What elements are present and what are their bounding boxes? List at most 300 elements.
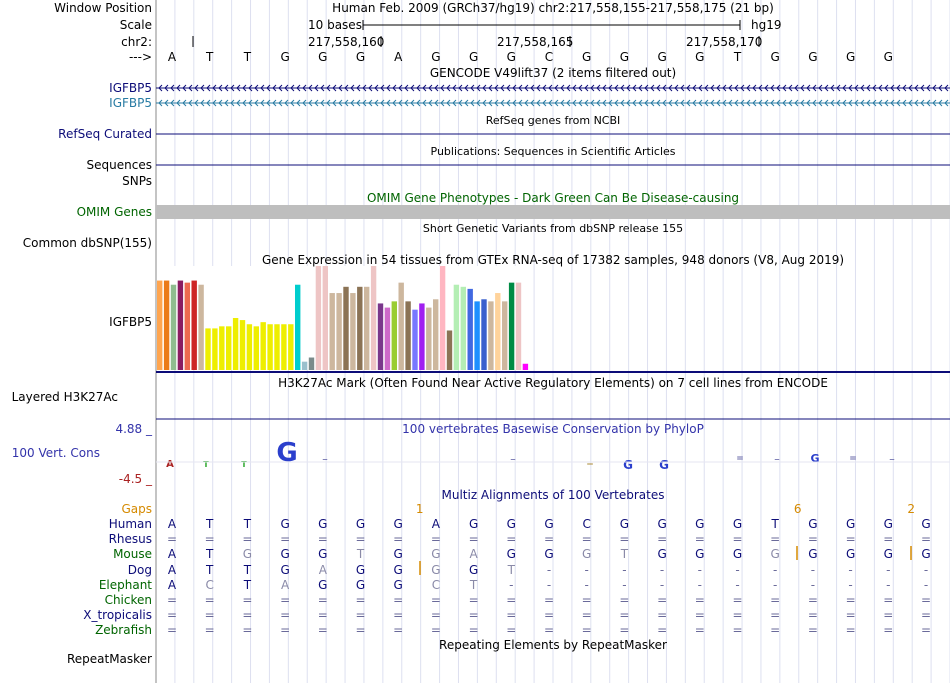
repeatmasker-track-label[interactable]: RepeatMasker <box>66 652 152 666</box>
gtex-bar <box>481 299 486 370</box>
gtex-bar <box>357 287 362 370</box>
alignment-base: = <box>770 532 781 547</box>
gtex-bar <box>205 328 210 370</box>
alignment-base: - <box>810 562 816 577</box>
species-label[interactable]: Chicken <box>104 593 152 607</box>
gtex-track-label[interactable]: IGFBP5 <box>109 315 152 329</box>
alignment-base: = <box>468 623 479 638</box>
alignment-base: = <box>280 608 291 623</box>
alignment-base: = <box>468 532 479 547</box>
phylop-logo-glyph: G <box>276 438 298 468</box>
publications-track-title: Publications: Sequences in Scientific Articles <box>430 145 676 158</box>
phylop-logo-glyph: A <box>166 459 174 470</box>
alignment-base: = <box>807 623 818 638</box>
alignment-base: = <box>280 532 291 547</box>
dbsnp-track-title: Short Genetic Variants from dbSNP release 155 <box>422 222 684 235</box>
gtex-bar <box>419 303 424 370</box>
sequence-base: G <box>845 50 856 64</box>
alignment-base: G <box>393 577 403 592</box>
phylop-logo-glyph: T <box>241 460 247 469</box>
gtex-bar <box>461 287 466 370</box>
scale-label: Scale <box>119 18 152 32</box>
omim-track-label[interactable]: OMIM Genes <box>76 205 152 219</box>
sequence-base: T <box>243 50 252 64</box>
gtex-bar <box>164 281 169 370</box>
alignment-base: - <box>886 577 891 592</box>
alignment-base: - <box>735 577 740 592</box>
h3k27ac-track-label[interactable]: Layered H3K27Ac <box>11 390 118 404</box>
phylop-logo-glyph: _ <box>510 451 516 461</box>
alignment-base: = <box>920 593 932 607</box>
gencode-item-2-label[interactable]: IGFBP5 <box>109 96 152 110</box>
alignment-base: = <box>393 623 404 638</box>
alignment-base: T <box>206 562 214 577</box>
phylop-logo-glyph: = <box>849 454 857 464</box>
alignment-base: = <box>619 593 630 607</box>
gtex-bar <box>350 293 355 370</box>
alignment-base: - <box>659 577 665 592</box>
alignment-base: = <box>581 623 592 638</box>
phylop-logo-glyph: T <box>203 460 209 469</box>
alignment-base: G <box>318 547 328 562</box>
gtex-bar <box>433 299 438 370</box>
alignment-base: = <box>845 608 856 623</box>
alignment-base: G <box>355 562 366 577</box>
publications-track-label[interactable]: Sequences <box>86 158 152 172</box>
alignment-base: A <box>469 547 478 562</box>
alignment-base: = <box>619 532 630 547</box>
phylop-track-label[interactable]: 100 Vert. Cons <box>11 446 100 460</box>
alignment-base: = <box>581 593 592 607</box>
gtex-bar <box>426 308 431 370</box>
gtex-track-title: Gene Expression in 54 tissues from GTEx RNA-seq of 17382 samples, 948 donors (V8, Aug 2019) <box>261 253 845 267</box>
alignment-base: = <box>204 623 215 638</box>
alignment-base: = <box>619 623 630 638</box>
alignment-base: G <box>770 547 780 562</box>
gtex-bar <box>488 301 493 370</box>
alignment-base: G <box>468 562 479 577</box>
alignment-base: = <box>770 608 781 623</box>
alignment-base: - <box>735 562 740 577</box>
alignment-base: G <box>355 517 366 531</box>
alignment-base: = <box>393 593 404 607</box>
alignment-base: G <box>544 517 554 531</box>
alignment-base: C <box>205 577 214 592</box>
repeatmasker-track-title: Repeating Elements by RepeatMasker <box>439 638 667 652</box>
phylop-logo-glyph: _ <box>774 451 780 461</box>
alignment-base: G <box>883 547 893 562</box>
sequence-base: G <box>280 50 290 64</box>
alignment-base: A <box>167 517 177 531</box>
alignment-base: = <box>694 593 705 607</box>
alignment-base: = <box>242 608 253 623</box>
refseq-track-label[interactable]: RefSeq Curated <box>58 127 152 141</box>
gtex-bar <box>412 310 417 370</box>
sequence-base: G <box>431 50 441 64</box>
alignment-base: = <box>543 593 555 607</box>
alignment-base: = <box>166 623 178 638</box>
sequence-base: T <box>733 50 742 64</box>
sequence-base: G <box>355 50 366 64</box>
gtex-bar <box>468 289 473 370</box>
gtex-bar <box>178 281 183 370</box>
gtex-bar <box>364 287 369 370</box>
window-position-label: Window Position <box>54 1 152 15</box>
alignment-base: = <box>506 608 517 623</box>
alignment-base: = <box>581 532 592 547</box>
sequence-base: G <box>582 50 592 64</box>
sequence-base: G <box>695 50 705 64</box>
gtex-bar <box>198 285 203 370</box>
alignment-base: = <box>732 532 743 547</box>
gtex-bar <box>440 266 445 370</box>
gtex-bar <box>316 266 321 370</box>
alignment-base: = <box>543 532 555 547</box>
alignment-base: - <box>697 577 702 592</box>
alignment-base: = <box>845 623 856 638</box>
alignment-base: - <box>622 577 627 592</box>
gtex-bar <box>267 324 272 370</box>
gtex-bar <box>171 285 176 370</box>
alignment-base: A <box>280 577 290 592</box>
alignment-base: = <box>657 593 668 607</box>
alignment-base: T <box>243 577 252 592</box>
alignment-base: = <box>430 623 441 638</box>
alignment-base: = <box>732 623 743 638</box>
alignment-base: = <box>845 532 856 547</box>
omim-track-title: OMIM Gene Phenotypes - Dark Green Can Be Disease-causing <box>366 191 740 205</box>
alignment-base: = <box>317 593 328 607</box>
alignment-base: G <box>280 517 290 531</box>
alignment-base: = <box>280 623 291 638</box>
gtex-bar <box>219 326 224 370</box>
sequence-base: G <box>808 50 818 64</box>
gtex-bar <box>371 266 376 370</box>
alignment-base: = <box>920 532 932 547</box>
alignment-base: = <box>506 623 517 638</box>
alignment-base: G <box>318 577 328 592</box>
alignment-base: = <box>355 593 366 607</box>
alignment-base: A <box>167 562 177 577</box>
sequence-base: G <box>619 50 630 64</box>
phylop-logo-glyph: G <box>623 458 633 472</box>
assembly-label: hg19 <box>751 18 782 32</box>
alignment-base: = <box>166 532 178 547</box>
alignment-base: G <box>808 547 818 562</box>
alignment-base: = <box>355 532 366 547</box>
alignment-base: = <box>204 532 215 547</box>
alignment-base: G <box>695 547 705 562</box>
multiz-track-title: Multiz Alignments of 100 Vertebrates <box>441 488 665 502</box>
alignment-base: G <box>431 547 441 562</box>
alignment-base: = <box>732 593 743 607</box>
gtex-bar <box>212 328 217 370</box>
alignment-base: C <box>582 517 591 531</box>
alignment-base: G <box>393 547 403 562</box>
alignment-base: G <box>808 517 818 531</box>
alignment-base: G <box>544 547 554 562</box>
species-label[interactable]: X_tropicalis <box>83 608 152 623</box>
alignment-base: - <box>848 562 853 577</box>
alignment-base: = <box>317 608 328 623</box>
gtex-bar <box>447 330 452 370</box>
alignment-base: = <box>807 593 818 607</box>
alignment-base: G <box>468 517 479 531</box>
alignment-base: = <box>920 608 932 623</box>
alignment-base: - <box>773 577 778 592</box>
sequence-base: G <box>318 50 328 64</box>
alignment-base: = <box>468 608 479 623</box>
alignment-base: T <box>620 547 629 562</box>
gtex-bar <box>336 293 341 370</box>
alignment-base: G <box>355 577 366 592</box>
phylop-track-title: 100 vertebrates Basewise Conservation by PhyloP <box>402 422 704 436</box>
omim-gene-bar <box>156 205 950 219</box>
sequence-base: G <box>883 50 893 64</box>
gtex-bar <box>454 285 459 370</box>
alignment-base: - <box>923 562 929 577</box>
alignment-base: T <box>771 517 779 531</box>
alignment-base: G <box>582 547 592 562</box>
refseq-track-title: RefSeq genes from NCBI <box>485 114 621 127</box>
gtex-bar <box>247 324 252 370</box>
phylop-logo-glyph: G <box>659 458 669 472</box>
alignment-base: = <box>355 608 366 623</box>
gtex-bar <box>254 326 259 370</box>
alignment-base: = <box>581 608 592 623</box>
gtex-bar <box>516 283 521 370</box>
alignment-base: = <box>657 608 668 623</box>
alignment-base: A <box>167 577 177 592</box>
window-position: Human Feb. 2009 (GRCh37/hg19) chr2:217,558,155-217,558,175 (21 bp) <box>332 1 774 15</box>
species-label[interactable]: Human <box>108 517 152 531</box>
snps-track-label[interactable]: SNPs <box>122 174 152 188</box>
gtex-bar <box>302 362 307 370</box>
alignment-base: - <box>886 562 891 577</box>
alignment-base: G <box>619 517 630 531</box>
alignment-base: = <box>166 593 178 607</box>
strand-label: ---> <box>128 50 152 64</box>
alignment-base: T <box>243 562 252 577</box>
alignment-base: G <box>431 562 441 577</box>
alignment-base: = <box>317 532 328 547</box>
alignment-base: = <box>280 593 291 607</box>
h3k27ac-track-title: H3K27Ac Mark (Often Found Near Active Regulatory Elements) on 7 cell lines from ENCODE <box>278 376 828 390</box>
sequence-base: A <box>394 50 403 64</box>
alignment-base: = <box>807 532 818 547</box>
alignment-base: G <box>657 517 667 531</box>
alignment-base: = <box>883 623 894 638</box>
alignment-base: = <box>694 608 705 623</box>
alignment-base: A <box>167 547 177 562</box>
sequence-base: G <box>506 50 516 64</box>
species-label[interactable]: Rhesus <box>108 532 152 547</box>
alignment-base: A <box>318 562 327 577</box>
alignment-base: = <box>770 623 781 638</box>
alignment-base: T <box>469 577 478 592</box>
alignment-base: G <box>280 547 290 562</box>
dbsnp-track-label[interactable]: Common dbSNP(155) <box>22 236 152 250</box>
alignment-base: G <box>318 517 328 531</box>
alignment-base: G <box>732 517 743 531</box>
alignment-base: G <box>242 547 253 562</box>
alignment-base: = <box>619 608 630 623</box>
alignment-base: = <box>468 593 479 607</box>
gtex-bar <box>157 281 162 370</box>
alignment-base: = <box>883 593 894 607</box>
alignment-base: = <box>770 593 781 607</box>
alignment-base: C <box>431 577 441 592</box>
alignment-base: = <box>242 532 253 547</box>
phylop-logo-glyph: _ <box>889 451 895 461</box>
chrom-label: chr2: <box>121 35 152 49</box>
alignment-base: = <box>430 532 441 547</box>
alignment-base: = <box>694 532 705 547</box>
alignment-base: - <box>659 562 665 577</box>
alignment-base: G <box>506 517 516 531</box>
position-label-2: 217,558,165 <box>497 35 574 49</box>
gtex-bar <box>399 283 404 370</box>
gtex-bar <box>226 326 231 370</box>
alignment-base: G <box>393 562 403 577</box>
alignment-base: G <box>695 517 705 531</box>
gtex-bar <box>509 283 514 370</box>
gtex-bar <box>502 301 507 370</box>
alignment-base: - <box>546 562 552 577</box>
gencode-item-1-label[interactable]: IGFBP5 <box>109 81 152 95</box>
alignment-base: - <box>584 562 589 577</box>
alignment-base: - <box>923 577 929 592</box>
gtex-bar <box>323 266 328 370</box>
gtex-bar <box>192 281 197 370</box>
gap-marker: 1 <box>415 502 424 516</box>
alignment-base: = <box>317 623 328 638</box>
species-label[interactable]: Mouse <box>113 547 152 562</box>
alignment-base: G <box>883 517 893 531</box>
gtex-bar <box>392 301 397 370</box>
phylop-logo-glyph: G <box>810 452 820 465</box>
gtex-bar <box>274 324 279 370</box>
alignment-base: G <box>280 562 290 577</box>
sequence-base: T <box>206 50 214 64</box>
gtex-bar <box>378 303 383 370</box>
alignment-base: = <box>166 608 178 623</box>
gtex-bar <box>281 324 286 370</box>
gap-marker: 6 <box>793 502 802 516</box>
alignment-base: = <box>355 623 366 638</box>
alignment-base: G <box>506 547 516 562</box>
gtex-bar <box>240 320 245 370</box>
alignment-base: - <box>848 577 853 592</box>
gtex-bar <box>261 322 266 370</box>
gtex-bar <box>405 301 410 370</box>
alignment-base: G <box>732 547 743 562</box>
phylop-logo-glyph: = <box>736 454 744 464</box>
gtex-bar <box>309 358 314 370</box>
gtex-bar <box>495 293 500 370</box>
alignment-base: A <box>431 517 440 531</box>
alignment-base: = <box>657 623 668 638</box>
gtex-bar <box>523 364 528 370</box>
alignment-base: T <box>206 547 214 562</box>
alignment-base: G <box>845 547 856 562</box>
alignment-base: = <box>657 532 668 547</box>
alignment-base: G <box>845 517 856 531</box>
alignment-base: = <box>393 532 404 547</box>
alignment-base: G <box>657 547 667 562</box>
alignment-base: = <box>883 608 894 623</box>
phylop-min-label: -4.5 _ <box>118 472 152 486</box>
alignment-base: - <box>773 562 778 577</box>
alignment-base: - <box>546 577 552 592</box>
gencode-track-title: GENCODE V49lift37 (2 items filtered out) <box>429 66 677 80</box>
phylop-logo-glyph: = <box>586 459 594 469</box>
species-label[interactable]: Elephant <box>98 577 152 592</box>
alignment-base: G <box>921 517 931 531</box>
alignment-base: - <box>622 562 627 577</box>
gtex-bar <box>343 287 348 370</box>
alignment-base: = <box>694 623 705 638</box>
phylop-max-label: 4.88 _ <box>115 422 152 436</box>
alignment-base: = <box>204 608 215 623</box>
alignment-base: = <box>242 593 253 607</box>
species-label[interactable]: Zebrafish <box>95 623 152 638</box>
alignment-base: G <box>393 517 403 531</box>
alignment-base: = <box>543 623 555 638</box>
alignment-base: = <box>543 608 555 623</box>
sequence-base: G <box>770 50 780 64</box>
gtex-bar <box>330 293 335 370</box>
alignment-base: = <box>393 608 404 623</box>
gtex-bar <box>295 285 300 370</box>
sequence-base: A <box>167 50 177 64</box>
alignment-base: = <box>883 532 894 547</box>
gtex-bar <box>385 308 390 370</box>
alignment-base: = <box>506 593 517 607</box>
alignment-base: - <box>697 562 702 577</box>
phylop-logo-glyph: _ <box>322 451 328 461</box>
alignment-base: = <box>732 608 743 623</box>
alignment-base: = <box>242 623 253 638</box>
alignment-base: = <box>807 608 818 623</box>
alignment-base: G <box>921 547 931 562</box>
gtex-bar <box>474 301 479 370</box>
species-label[interactable]: Dog <box>127 562 152 577</box>
alignment-base: - <box>584 577 589 592</box>
position-label-1: 217,558,160 <box>308 35 385 49</box>
alignment-base: T <box>206 517 214 531</box>
gaps-label: Gaps <box>121 502 152 516</box>
gtex-bar <box>233 318 238 370</box>
alignment-base: - <box>810 577 816 592</box>
sequence-base: G <box>657 50 667 64</box>
alignment-base: T <box>507 562 515 577</box>
scale-text: 10 bases <box>308 18 362 32</box>
alignment-base: = <box>204 593 215 607</box>
alignment-base: T <box>243 517 252 531</box>
alignment-base: T <box>356 547 365 562</box>
alignment-base: = <box>920 623 932 638</box>
position-label-3: 217,558,170 <box>686 35 763 49</box>
alignment-base: = <box>845 593 856 607</box>
alignment-base: - <box>509 577 514 592</box>
gtex-bar <box>288 324 293 370</box>
sequence-base: G <box>468 50 479 64</box>
gap-marker: 2 <box>907 502 915 516</box>
alignment-base: = <box>430 608 441 623</box>
gtex-bar <box>185 283 190 370</box>
alignment-base: = <box>430 593 441 607</box>
